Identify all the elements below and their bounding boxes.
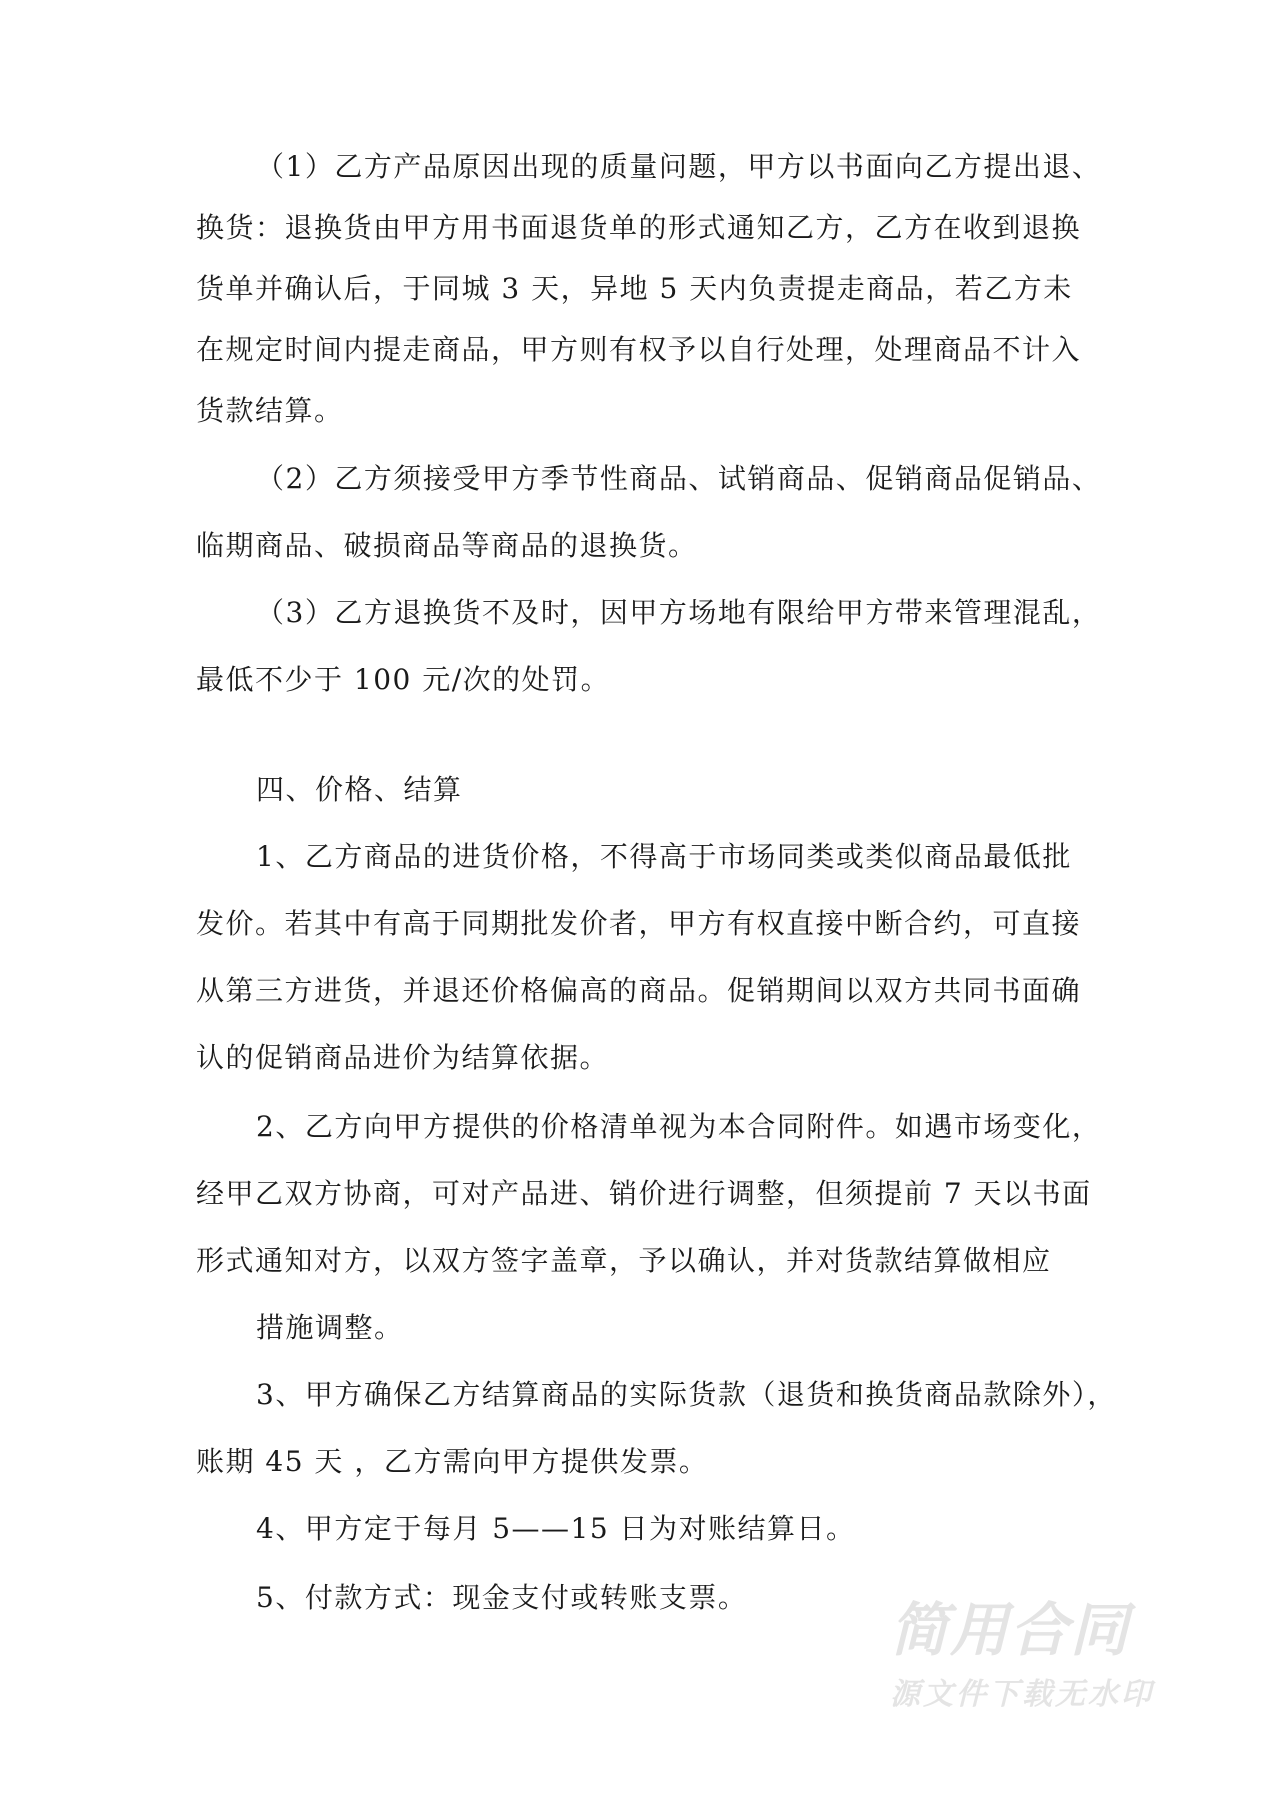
paragraph-line: （3）乙方退换货不及时，因甲方场地有限给甲方带来管理混乱， — [256, 596, 1102, 629]
paragraph-line: 措施调整。 — [256, 1311, 404, 1344]
paragraph-line: 3、甲方确保乙方结算商品的实际货款（退货和换货商品款除外）， — [256, 1378, 1117, 1411]
paragraph-line: 货单并确认后，于同城 3 天，异地 5 天内负责提走商品，若乙方未 — [196, 272, 1073, 305]
paragraph-line: 1、乙方商品的进货价格，不得高于市场同类或类似商品最低批 — [256, 840, 1072, 873]
paragraph-line: 5、付款方式：现金支付或转账支票。 — [256, 1581, 748, 1614]
paragraph-line: （1）乙方产品原因出现的质量问题，甲方以书面向乙方提出退、 — [256, 150, 1102, 183]
paragraph-line: 认的促销商品进价为结算依据。 — [196, 1041, 610, 1074]
paragraph-line: 2、乙方向甲方提供的价格清单视为本合同附件。如遇市场变化， — [256, 1110, 1102, 1143]
paragraph-line: 临期商品、破损商品等商品的退换货。 — [196, 529, 698, 562]
paragraph-line: 从第三方进货，并退还价格偏高的商品。促销期间以双方共同书面确 — [196, 974, 1082, 1007]
watermark-brand: 简用合同 — [890, 1596, 1131, 1664]
paragraph-line: 形式通知对方，以双方签字盖章，予以确认，并对货款结算做相应 — [196, 1244, 1052, 1277]
paragraph-line: 发价。若其中有高于同期批发价者，甲方有权直接中断合约，可直接 — [196, 907, 1082, 940]
paragraph-line: 换货：退换货由甲方用书面退货单的形式通知乙方，乙方在收到退换 — [196, 211, 1082, 244]
paragraph-line: 货款结算。 — [196, 394, 344, 427]
paragraph-line: 账期 45 天 ，乙方需向甲方提供发票。 — [196, 1445, 709, 1478]
watermark — [880, 1596, 1220, 1730]
paragraph-line: 在规定时间内提走商品，甲方则有权予以自行处理，处理商品不计入 — [196, 333, 1082, 366]
paragraph-line: （2）乙方须接受甲方季节性商品、试销商品、促销商品促销品、 — [256, 462, 1102, 495]
watermark-tagline: 源文件下载无水印 — [890, 1677, 1154, 1712]
section-heading: 四、价格、结算 — [256, 773, 463, 806]
paragraph-line: 4、甲方定于每月 5——15 日为对账结算日。 — [256, 1512, 856, 1545]
paragraph-line: 最低不少于 100 元/次的处罚。 — [196, 663, 611, 696]
paragraph-line: 经甲乙双方协商，可对产品进、销价进行调整，但须提前 7 天以书面 — [196, 1177, 1092, 1210]
